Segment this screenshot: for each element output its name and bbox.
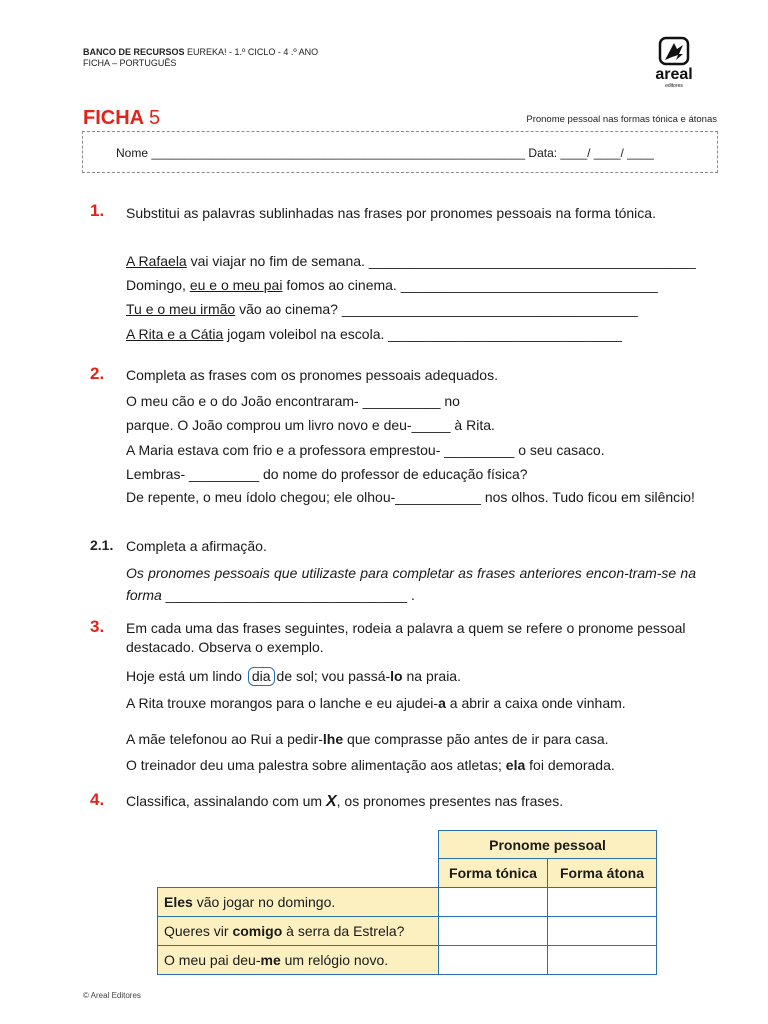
pronoun-table — [157, 830, 657, 975]
q2-number: 2. — [90, 364, 105, 383]
q2-sentence-1: O meu cão e o do João encontraram- __________ no — [126, 393, 460, 409]
q2-sentence-5: De repente, o meu ídolo chegou; ele olhou-___________ nos olhos. Tudo ficou em silêncio! — [126, 489, 695, 505]
q21-text: Os pronomes pessoais que utilizaste para completar as frases anteriores encon-tram-se na forma — [126, 565, 696, 603]
title-number: 5 — [148, 107, 161, 129]
check-cell-tonica[interactable] — [439, 916, 548, 945]
q3-s1-start: A Rita trouxe morangos para o lanche e eu ajudei- — [126, 695, 439, 711]
q2-sentence-4: Lembras- _________ do nome do professor de educação física? — [126, 466, 528, 482]
col-forma-tonica: Forma tónica — [439, 859, 548, 888]
page-title — [83, 107, 160, 130]
q3-s2-end: que comprasse pão antes de ir para casa. — [343, 731, 609, 747]
q1-sentence-2 — [126, 276, 658, 295]
q3-ex-mid: de sol; vou passá- — [276, 668, 391, 684]
check-cell-atona[interactable] — [548, 916, 657, 945]
q3-s1-end: a abrir a caixa onde vinham. — [445, 695, 626, 711]
row-sentence — [158, 916, 439, 945]
row-pre: O meu pai deu- — [164, 951, 261, 968]
q1-s1-underlined: A Rafaela — [126, 253, 187, 269]
q1-s2-start: Domingo, — [126, 277, 190, 293]
q3-s2-start: A mãe telefonou ao Rui a pedir- — [126, 731, 323, 747]
logo-sub: editores — [665, 83, 683, 89]
q3-ex-end: na praia. — [402, 668, 461, 684]
q3-s3-pronoun: ela — [505, 757, 526, 773]
q2-prompt: Completa as frases com os pronomes pessoais adequados. — [126, 367, 498, 383]
q3-ex-start: Hoje está um lindo — [126, 668, 242, 684]
q3-s2-pronoun: lhe — [322, 731, 344, 747]
q1-sentence-1 — [126, 252, 696, 271]
check-cell-tonica[interactable] — [439, 945, 548, 974]
header-subject: FICHA – PORTUGUÊS — [83, 58, 177, 68]
x-mark-icon: X — [325, 793, 337, 810]
row-pronoun: me — [260, 951, 281, 968]
q1-s1-rest: vai viajar no fim de semana. __________________________________________ — [186, 253, 696, 269]
q3-ex-circled-word[interactable]: dia — [248, 667, 275, 686]
q21-blank: _______________________________ . — [161, 587, 415, 603]
q3-number: 3. — [90, 617, 105, 636]
page-subtitle: Pronome pessoal nas formas tónica e átonas — [526, 114, 717, 125]
q4-prompt-start: Classifica, assinalando com um — [126, 793, 326, 809]
q1-s4-rest: jogam voleibol na escola. ______________________________ — [223, 326, 622, 342]
q4-prompt-end: , os pronomes presentes nas frases. — [336, 793, 564, 809]
q1-s3-underlined: Tu e o meu irmão — [126, 301, 236, 317]
q4-number: 4. — [90, 790, 105, 809]
q3-prompt: Em cada uma das frases seguintes, rodeia a palavra a quem se refere o pronome pessoal destacado. Observa o exemplo. — [126, 620, 686, 655]
q3-s3-start: O treinador deu uma palestra sobre alimentação aos atletas; — [126, 757, 506, 773]
q1-number: 1. — [90, 201, 105, 220]
title-label: FICHA — [83, 107, 144, 129]
q21-prompt: Completa a afirmação. — [126, 538, 267, 554]
table-row — [158, 887, 657, 916]
q1-s2-underlined: eu e o meu pai — [189, 277, 283, 293]
areal-logo — [646, 36, 702, 90]
check-cell-atona[interactable] — [548, 887, 657, 916]
table-row — [158, 945, 657, 974]
q3-sentence-1 — [126, 694, 626, 713]
q1-prompt: Substitui as palavras sublinhadas nas frases por pronomes pessoais na forma tónica. — [126, 205, 656, 221]
q21-statement — [126, 562, 696, 606]
q21-number: 2.1. — [90, 537, 114, 553]
row-pre: Queres vir — [164, 922, 233, 939]
header-bank: BANCO DE RECURSOS — [83, 47, 185, 57]
name-date-line[interactable]: Nome ________________________________________________________ Data: ____/ ____/ ____ — [116, 146, 654, 160]
q3-s3-end: foi demorada. — [525, 757, 615, 773]
q3-sentence-2 — [126, 730, 609, 749]
q1-sentence-4 — [126, 325, 622, 344]
logo-text: areal — [655, 66, 693, 83]
logo-icon — [646, 36, 702, 90]
row-rest: um relógio novo. — [280, 951, 389, 968]
row-sentence — [158, 887, 439, 916]
table-row — [158, 916, 657, 945]
table-group-header: Pronome pessoal — [439, 831, 657, 859]
q3-sentence-3 — [126, 756, 615, 775]
q3-ex-pronoun: lo — [390, 668, 403, 684]
row-sentence — [158, 945, 439, 974]
footer-copyright: © Areal Editores — [83, 991, 141, 1000]
q4-prompt — [126, 792, 563, 811]
header-cycle: EUREKA! - 1.º CICLO - 4 .º ANO — [184, 47, 319, 57]
q3-s1-pronoun: a — [438, 695, 446, 711]
check-cell-atona[interactable] — [548, 945, 657, 974]
q1-sentence-3 — [126, 300, 638, 319]
q1-s3-rest: vão ao cinema? ______________________________________ — [235, 301, 638, 317]
check-cell-tonica[interactable] — [439, 887, 548, 916]
q2-sentence-2: parque. O João comprou um livro novo e deu-_____ à Rita. — [126, 417, 495, 433]
header-info — [83, 47, 318, 69]
q2-sentence-3: A Maria estava com frio e a professora emprestou- _________ o seu casaco. — [126, 442, 605, 458]
row-rest: à serra da Estrela? — [282, 922, 405, 939]
table-corner — [158, 831, 439, 859]
row-rest: vão jogar no domingo. — [192, 893, 336, 910]
q1-s2-rest: fomos ao cinema. _________________________________ — [282, 277, 658, 293]
row-pronoun: Eles — [164, 893, 193, 910]
row-pronoun: comigo — [232, 922, 283, 939]
q1-s4-underlined: A Rita e a Cátia — [126, 326, 224, 342]
q3-example — [126, 667, 461, 686]
col-forma-atona: Forma átona — [548, 859, 657, 888]
table-corner-2 — [158, 859, 439, 888]
